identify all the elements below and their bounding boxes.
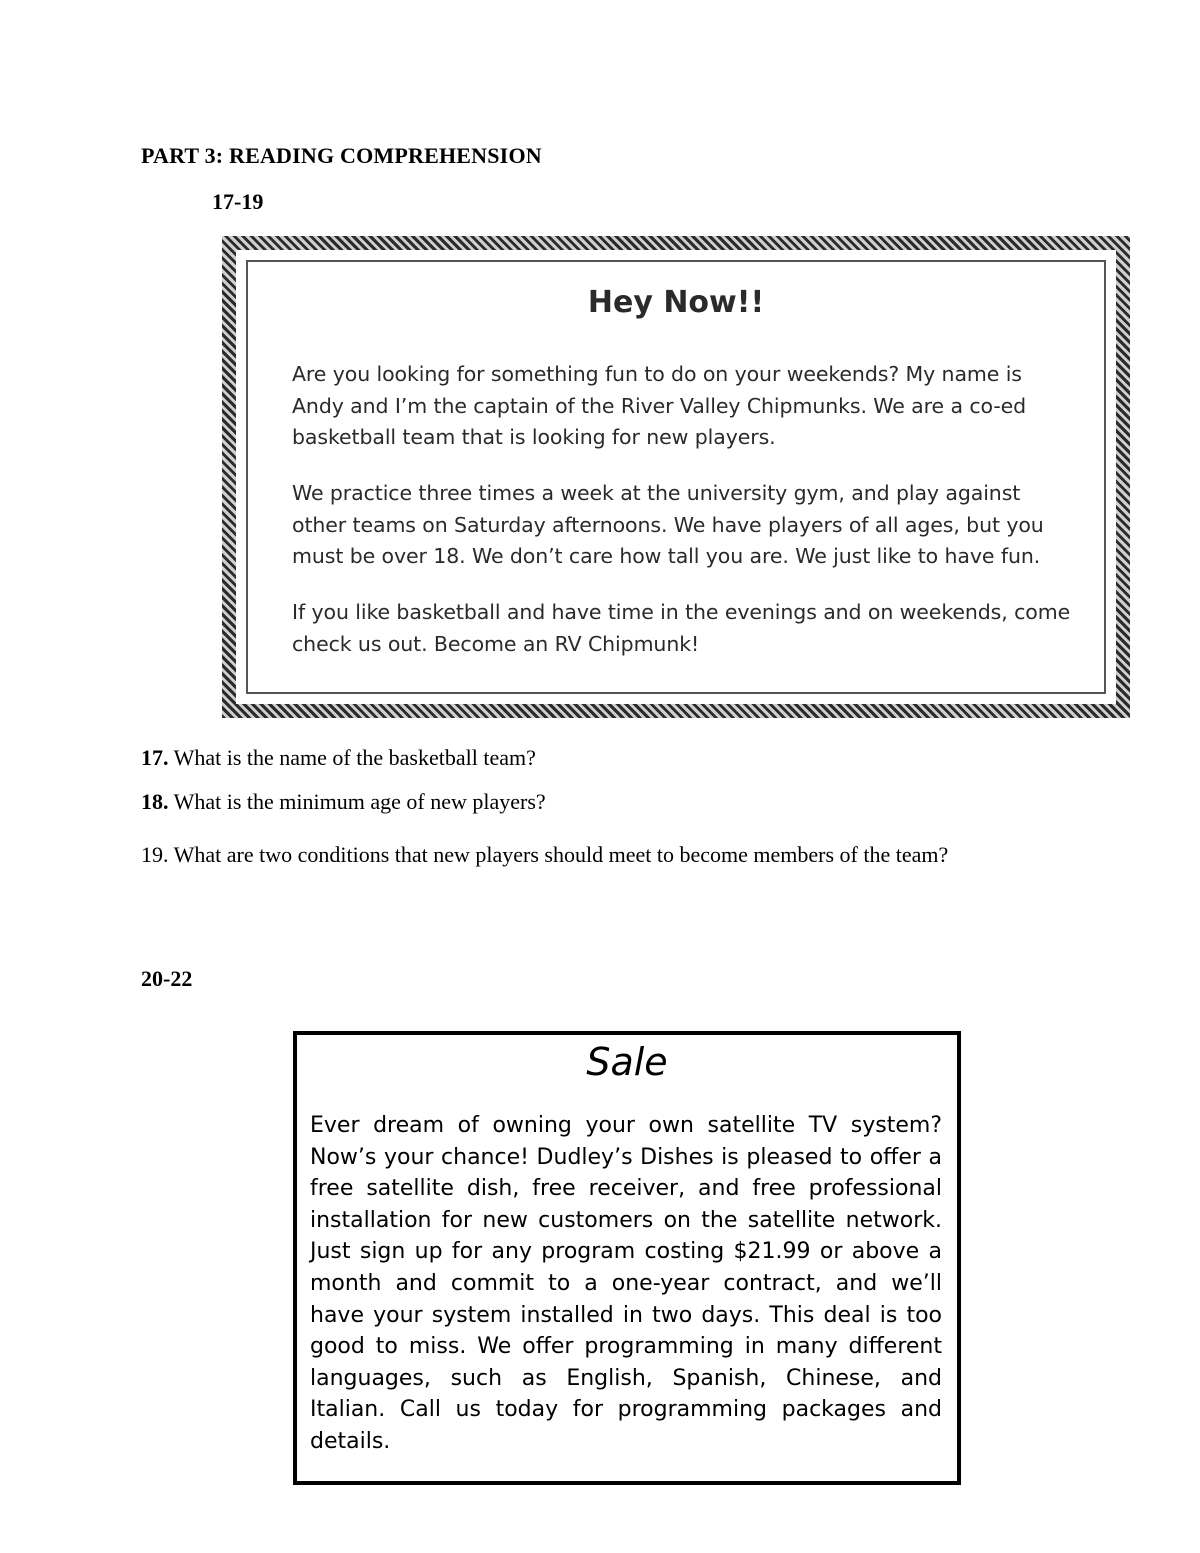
- sale-ad-title: Sale: [586, 1040, 668, 1084]
- question-17: [141, 745, 536, 771]
- notice-paragraph: We practice three times a week at the university gym, and play against other teams on Saturday afternoons. We have players of all ages, but you must be over 18. We don’t care how tall you are. We just like to have fun.: [292, 481, 1044, 568]
- question-number: 19.: [141, 842, 169, 867]
- notice-title: Hey Now!!: [587, 285, 765, 320]
- question-range-heading: 17-19: [212, 189, 264, 214]
- question-range-heading: 20-22: [141, 966, 193, 991]
- notice-paragraph: If you like basketball and have time in the evenings and on weekends, come check us out. Become an RV Chipmunk!: [292, 600, 1071, 656]
- question-number: 17.: [141, 745, 169, 770]
- notice-paragraph: Are you looking for something fun to do on your weekends? My name is Andy and I’m the captain of the River Valley Chipmunks. We are a co-ed basketball team that is looking for new players.: [292, 362, 1027, 449]
- question-text: What is the name of the basketball team?: [168, 745, 536, 770]
- question-text: What is the minimum age of new players?: [168, 789, 546, 814]
- part-title: PART 3: READING COMPREHENSION: [141, 143, 542, 168]
- question-number: 18.: [141, 789, 169, 814]
- question-19: [141, 833, 1021, 877]
- sale-ad-body: Ever dream of owning your own satellite TV system? Now’s your chance! Dudley’s Dishes is pleased to offer a free satellite dish, free receiver, and free professional installation for new customers on the satellite network. Just sign up for any program costing $21.99 or above a month and commit to a one-year contract, and we’ll have your system installed in two days. This deal is too good to miss. We offer programming in many different languages, such as English, Spanish, Chinese, and Italian. Call us today for programming packages and details.: [310, 1113, 942, 1454]
- question-18: [141, 789, 546, 815]
- question-text: What are two conditions that new players should meet to become members of the team?: [168, 842, 949, 867]
